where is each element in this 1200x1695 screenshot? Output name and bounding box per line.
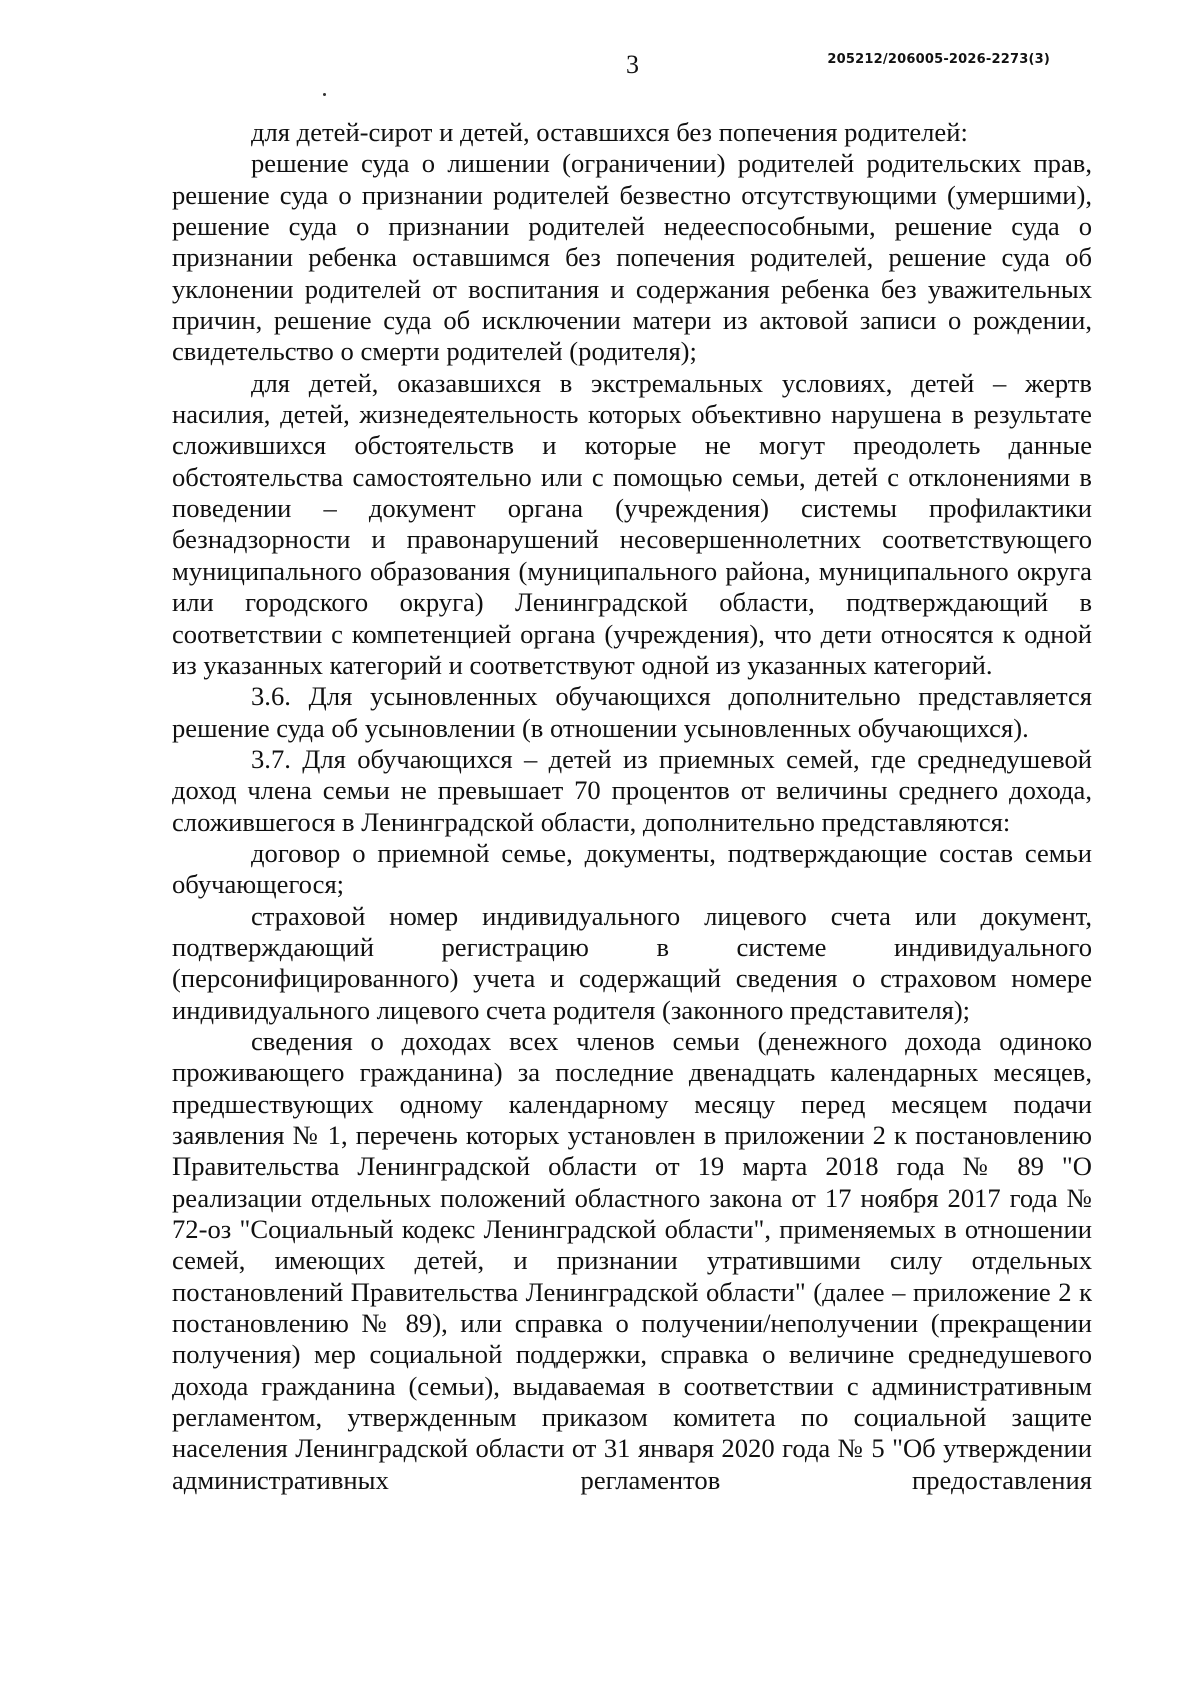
paragraph-3-6: 3.6. Для усыновленных обучающихся дополнительно представляется решение суда об усыновлении (в отношении усыновленных обучающихся). [172, 681, 1092, 743]
document-body [172, 117, 1092, 1496]
paragraph-extreme-conditions: для детей, оказавшихся в экстремальных условиях, детей – жертв насилия, детей, жизнедеятельность которых объективно нарушена в результате сложившихся обстоятельств и которые не могут преодолеть данные обстоятельства самостоятельно или с помощью семьи, детей с отклонениями в поведении – документ органа (учреждения) системы профилактики безнадзорности и правонарушений несовершеннолетних соответствующего муниципального образования (муниципального района, муниципального округа или городского округа) Ленинградской области, подтверждающий в соответствии с компетенцией органа (учреждения), что дети относятся к одной из указанных категорий и соответствуют одной из указанных категорий. [172, 367, 1092, 680]
document-code: 205212/206005-2026-2273(3) [827, 52, 1050, 67]
paragraph-orphans-intro: для детей-сирот и детей, оставшихся без попечения родителей: [251, 117, 968, 147]
paragraph-income-info: сведения о доходах всех членов семьи (денежного дохода одиноко проживающего гражданина) за последние двенадцать календарных месяцев, предшествующих одному календарному месяцу перед месяцем подачи заявления № 1, перечень которых установлен в приложении 2 к постановлению Правительства Ленинградской области от 19 марта 2018 года № 89 "О реализации отдельных положений областного закона от 17 ноября 2017 года № 72-оз "Социальный кодекс Ленинградской области", применяемых в отношении семей, имеющих детей, и признании утратившими силу отдельных постановлений Правительства Ленинградской области" (далее – приложение 2 к постановлению № 89), или справка о получении/неполучении (прекращении получения) мер социальной поддержки, справка о величине среднедушевого дохода гражданина (семьи), выдаваемая в соответствии с административным регламентом, утвержденным приказом комитета по социальной защите населения Ленинградской области от 31 января 2020 года № 5 "Об утверждении административных регламентов предоставления [172, 1025, 1092, 1495]
paragraph-3-7: 3.7. Для обучающихся – детей из приемных семей, где среднедушевой доход члена семьи не превышает 70 процентов от величины среднего дохода, сложившегося в Ленинградской области, дополнительно представляются: [172, 743, 1092, 837]
paragraph-foster-contract: договор о приемной семье, документы, подтверждающие состав семьи обучающегося; [172, 837, 1092, 900]
paragraph-insurance-number: страховой номер индивидуального лицевого счета или документ, подтверждающий регистрацию в системе индивидуального (персонифицированного) учета и содержащий сведения о страховом номере индивидуального лицевого счета родителя (законного представителя); [172, 900, 1092, 1025]
paragraph-court-decisions: решение суда о лишении (ограничении) родителей родительских прав, решение суда о признании родителей безвестно отсутствующими (умершими), решение суда о признании родителей недееспособными, решение суда о признании ребенка оставшимся без попечения родителей, решение суда об уклонении родителей от воспитания и содержания ребенка без уважительных причин, решение суда об исключении матери из актовой записи о рождении, свидетельство о смерти родителей (родителя); [172, 148, 1092, 367]
page-number: 3 [626, 50, 639, 79]
scan-artifact-dot [323, 93, 326, 96]
